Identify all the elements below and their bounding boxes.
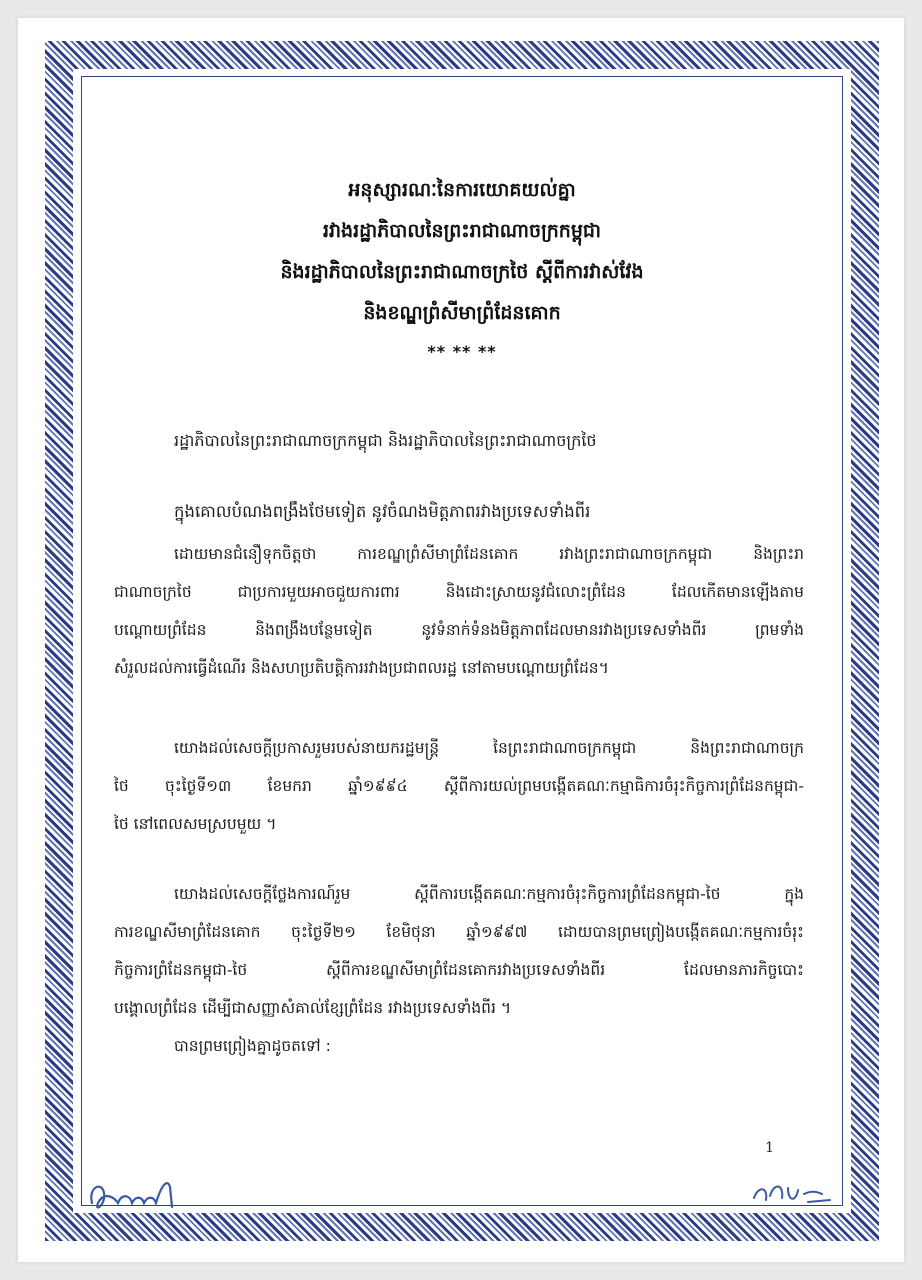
title-line-1: អនុស្សារណៈនៃការយោគយល់គ្នា — [348, 179, 576, 201]
paragraph-2-line-1: ដោយមានជំនឿទុកចិត្តថា ការខណ្ឌព្រំសីមាព្រំដែនគោក រវាងព្រះរាជាណាចក្រកម្ពុជា និងព្រះរា — [174, 545, 804, 563]
paragraph-2-line-2: ជាណាចក្រថៃ ជាប្រការមួយអាចជួយការពារ និងដោះស្រាយនូវជំលោះព្រំដែន ដែលកើតមានឡើងតាម — [114, 583, 804, 601]
paragraph-2-line-4: សំរួលដល់ការធ្វើដំណើរ និងសហប្រតិបត្តិការរវាងប្រជាពលរដ្ឋ នៅតាមបណ្តោយព្រំដែន។ — [114, 659, 609, 677]
document-page — [18, 18, 904, 1262]
title-line-3: និងរដ្ឋាភិបាលនៃព្រះរាជាណាចក្រថៃ ស្តីពីការវាស់វែង — [280, 261, 644, 283]
page-number: 1 — [765, 1140, 774, 1156]
paragraph-4-line-2: ការខណ្ឌសីមាព្រំដែនគោក ចុះថ្ងៃទី២១ ខែមិថុនា ឆ្នាំ១៩៩៧ ដោយបានព្រមព្រៀងបង្កើតគណៈកម្មការចំរុះ — [114, 923, 804, 941]
purpose-line: ក្នុងគោលបំណងពង្រឹងថែមទៀត នូវចំណងមិត្តភាពរវាងប្រទេសទាំងពីរ — [174, 502, 591, 521]
parties-line: រដ្ឋាភិបាលនៃព្រះរាជាណាចក្រកម្ពុជា និងរដ្ឋាភិបាលនៃព្រះរាជាណាចក្រថៃ — [174, 431, 597, 450]
title-line-2: រវាងរដ្ឋាភិបាលនៃព្រះរាជាណាចក្រកម្ពុជា — [322, 220, 602, 242]
paragraph-4-line-1: យោងដល់សេចក្តីថ្លែងការណ៍រួម ស្តីពីការបង្កើតគណៈកម្មការចំរុះកិច្ចការព្រំដែនកម្ពុជា-ថៃ ក្នុង — [174, 885, 804, 903]
paragraph-3-line-1: យោងដល់សេចក្តីប្រកាសរួមរបស់នាយករដ្ឋមន្ត្រី នៃព្រះរាជាណាចក្រកម្ពុជា និងព្រះរាជាណាចក្រ — [174, 739, 804, 757]
title-line-4: និងខណ្ឌព្រំសីមាព្រំដែនគោក — [363, 302, 561, 324]
paragraph-3-line-3: ថៃ នៅពេលសមស្របមួយ ។ — [114, 815, 277, 833]
title-separator: ** ** ** — [427, 342, 497, 361]
paragraph-4-line-4: បង្គោលព្រំដែន ដើម្បីជាសញ្ញាសំគាល់ខ្សែព្រំដែន រវាងប្រទេសទាំងពីរ ។ — [114, 999, 512, 1017]
signature-right — [748, 1168, 838, 1216]
signature-left — [84, 1173, 194, 1223]
paragraph-4-line-3: កិច្ចការព្រំដែនកម្ពុជា-ថៃ ស្តីពីការខណ្ឌសីមាព្រំដែនគោករវាងប្រទេសទាំងពីរ ដែលមានភារកិច្ចបោះ — [114, 961, 804, 979]
paragraph-3-line-2: ថៃ ចុះថ្ងៃទី១៣ ខែមករា ឆ្នាំ១៩៩៤ ស្តីពីការយល់ព្រមបង្កើតគណៈកម្មាធិការចំរុះកិច្ចការព្រំដែនកម្ពុជា- — [114, 777, 804, 795]
paragraph-2-line-3: បណ្តោយព្រំដែន និងពង្រឹងបន្ថែមទៀត នូវទំនាក់ទំនងមិត្តភាពដែលមានរវាងប្រទេសទាំងពីរ ព្រមទាំង — [114, 621, 804, 639]
agreed-line: បានព្រមព្រៀងគ្នាដូចតទៅ : — [174, 1037, 331, 1055]
